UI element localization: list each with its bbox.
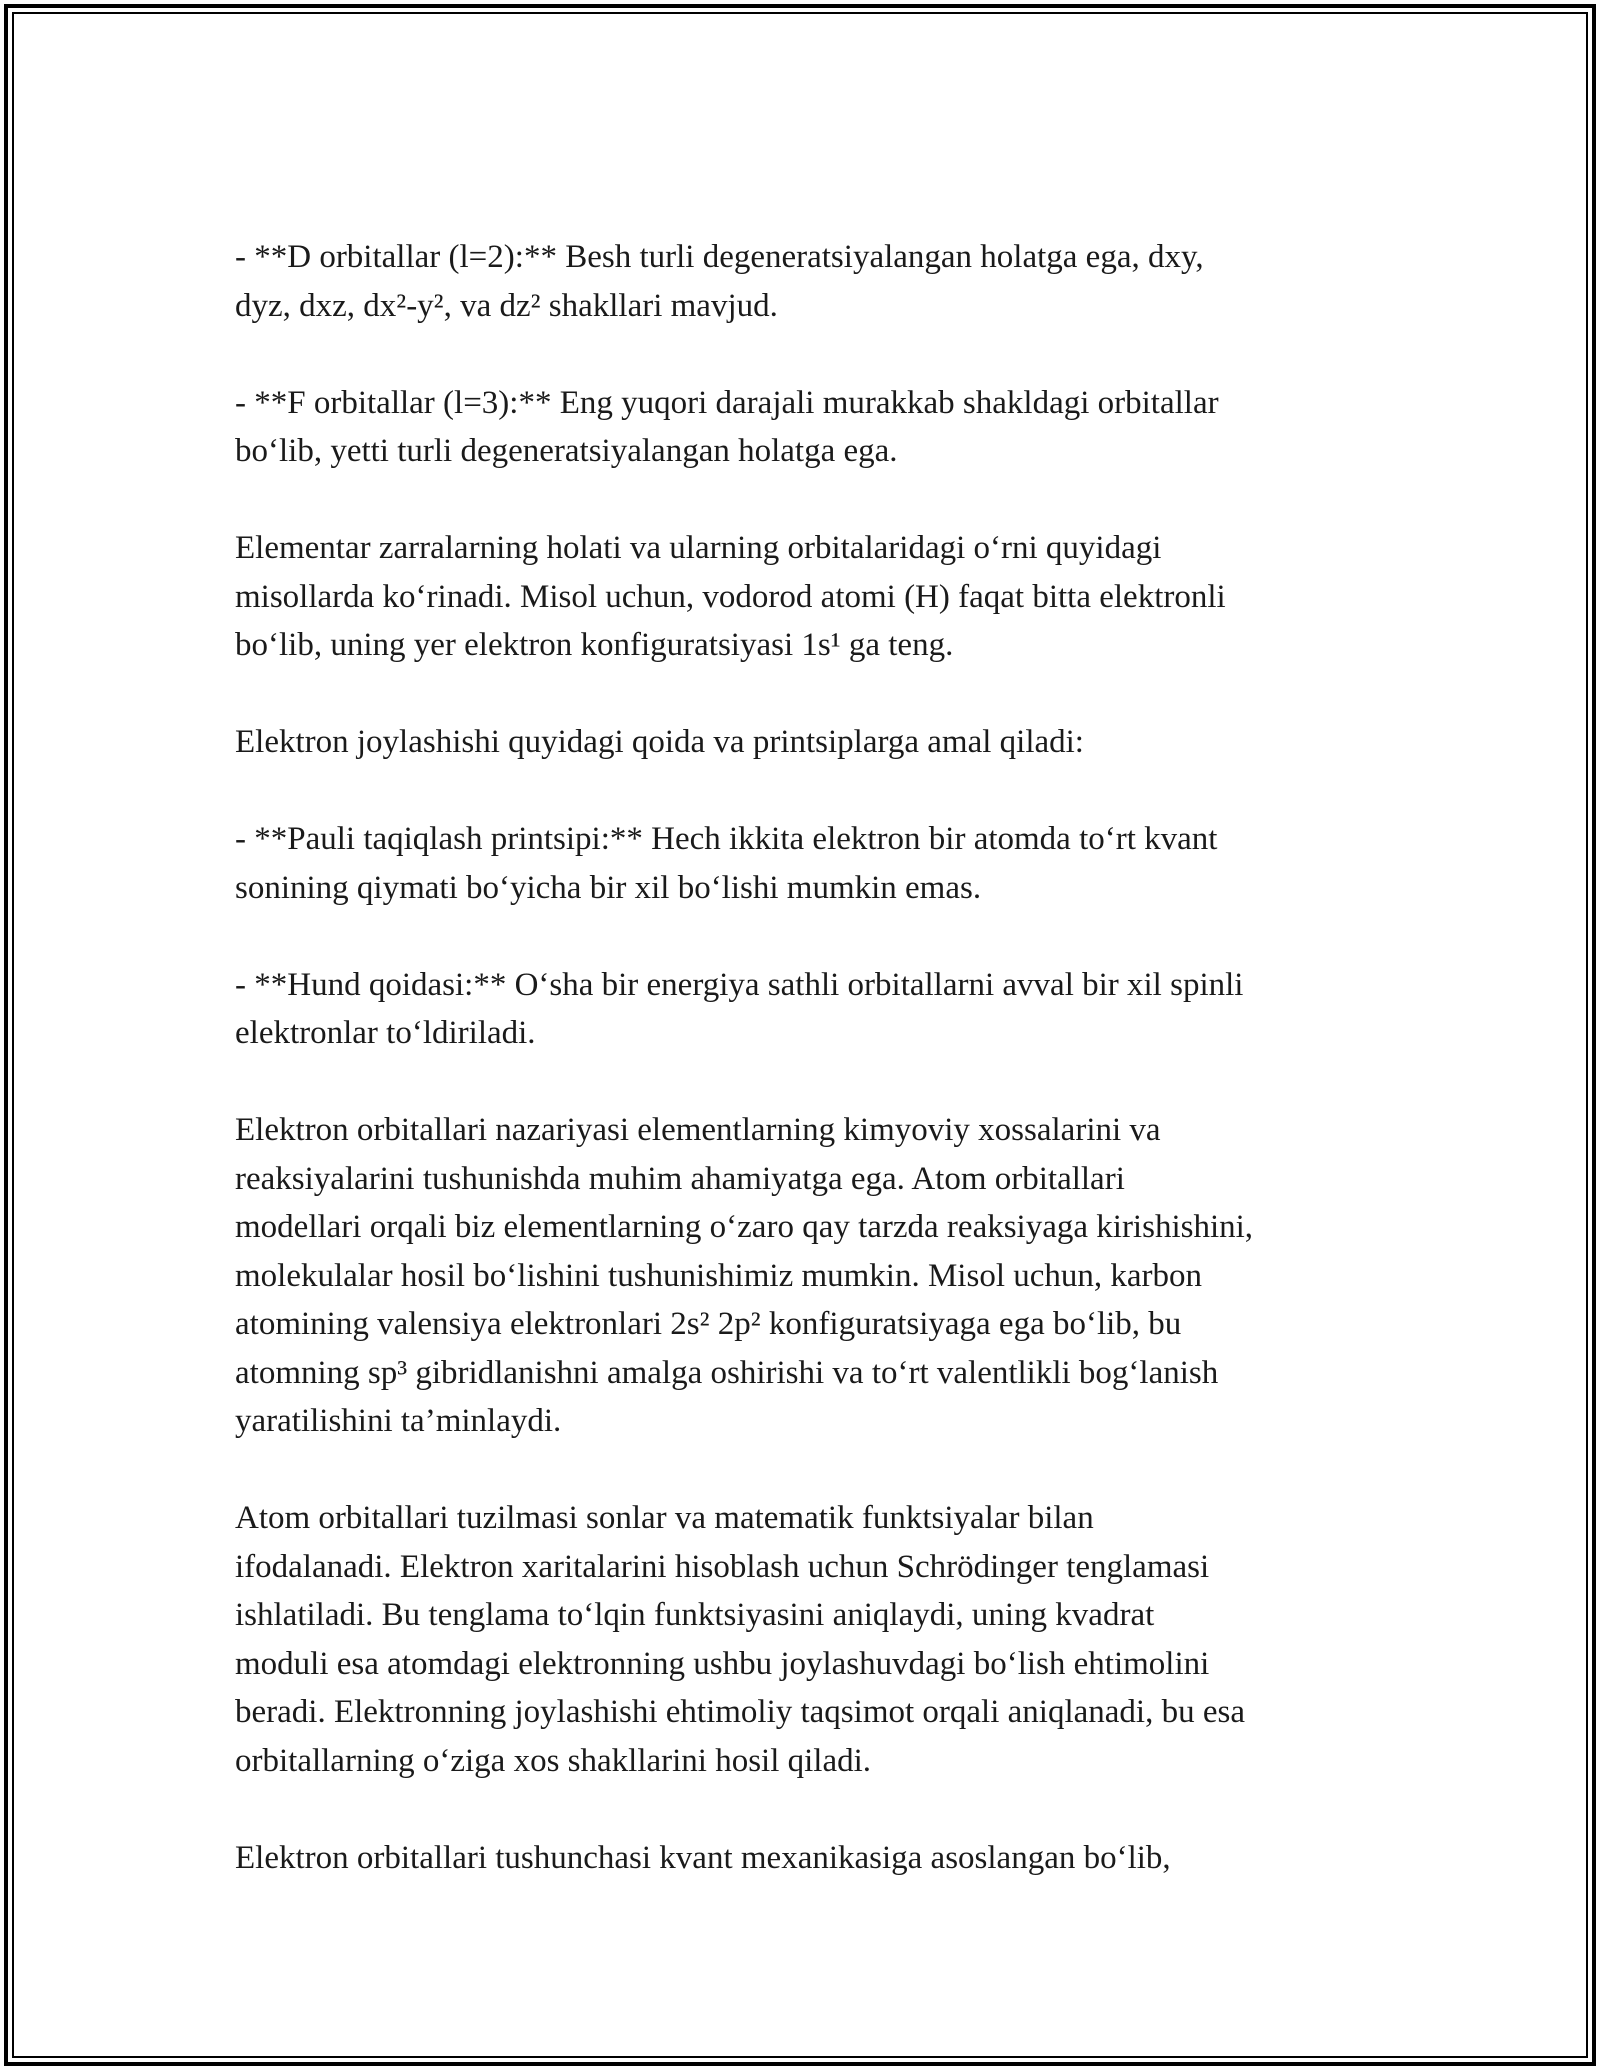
- paragraph-quantum-mechanics: Elektron orbitallari tushunchasi kvant mexanikasiga asoslangan bo‘lib,: [235, 1839, 1171, 1876]
- paragraph-hund-rule: - **Hund qoidasi:** O‘sha bir energiya sathli orbitallarni avval bir xil spinli elektronlar to‘ldiriladi.: [235, 966, 1244, 1051]
- document-body: [235, 233, 1385, 1931]
- paragraph-d-orbitals: - **D orbitallar (l=2):** Besh turli degeneratsiyalangan holatga ega, dxy, dyz, dxz, dx²-y², va dz² shakllari mavjud.: [235, 239, 1204, 324]
- paragraph-orbital-theory: Elektron orbitallari nazariyasi elementlarning kimyoviy xossalarini va reaksiyalarini tushunishda muhim ahamiyatga ega. Atom orbitallari modellari orqali biz elementlarning o‘zaro qay tarzda reaksiyaga kirishishini, molekulalar hosil bo‘lishini tushunishimiz mumkin. Misol uchun, karbon atomining valensiya elektronlari 2s² 2p² konfiguratsiyaga ega bo‘lib, bu atomning sp³ gibridlanishni amalga oshirishi va to‘rt valentlikli bog‘lanish yaratilishini ta’minlaydi.: [235, 1112, 1254, 1439]
- paragraph-pauli-principle: - **Pauli taqiqlash printsipi:** Hech ikkita elektron bir atomda to‘rt kvant sonining qiymati bo‘yicha bir xil bo‘lishi mumkin emas.: [235, 821, 1218, 906]
- paragraph-hydrogen-example: Elementar zarralarning holati va ularning orbitalaridagi o‘rni quyidagi misollarda ko‘rinadi. Misol uchun, vodorod atomi (H) faqat bitta elektronli bo‘lib, uning yer elektron konfiguratsiyasi 1s¹ ga teng.: [235, 530, 1226, 663]
- paragraph-schrodinger: Atom orbitallari tuzilmasi sonlar va matematik funktsiyalar bilan ifodalanadi. Elektron xaritalarini hisoblash uchun Schrödinger tenglamasi ishlatiladi. Bu tenglama to‘lqin funktsiyasini aniqlaydi, uning kvadrat moduli esa atomdagi elektronning ushbu joylashuvdagi bo‘lish ehtimolini beradi. Elektronning joylashishi ehtimoliy taqsimot orqali aniqlanadi, bu esa orbitallarning o‘ziga xos shakllarini hosil qiladi.: [235, 1500, 1245, 1779]
- paragraph-f-orbitals: - **F orbitallar (l=3):** Eng yuqori darajali murakkab shakldagi orbitallar bo‘lib, yetti turli degeneratsiyalangan holatga ega.: [235, 384, 1219, 469]
- paragraph-rules-intro: Elektron joylashishi quyidagi qoida va printsiplarga amal qiladi:: [235, 724, 1084, 760]
